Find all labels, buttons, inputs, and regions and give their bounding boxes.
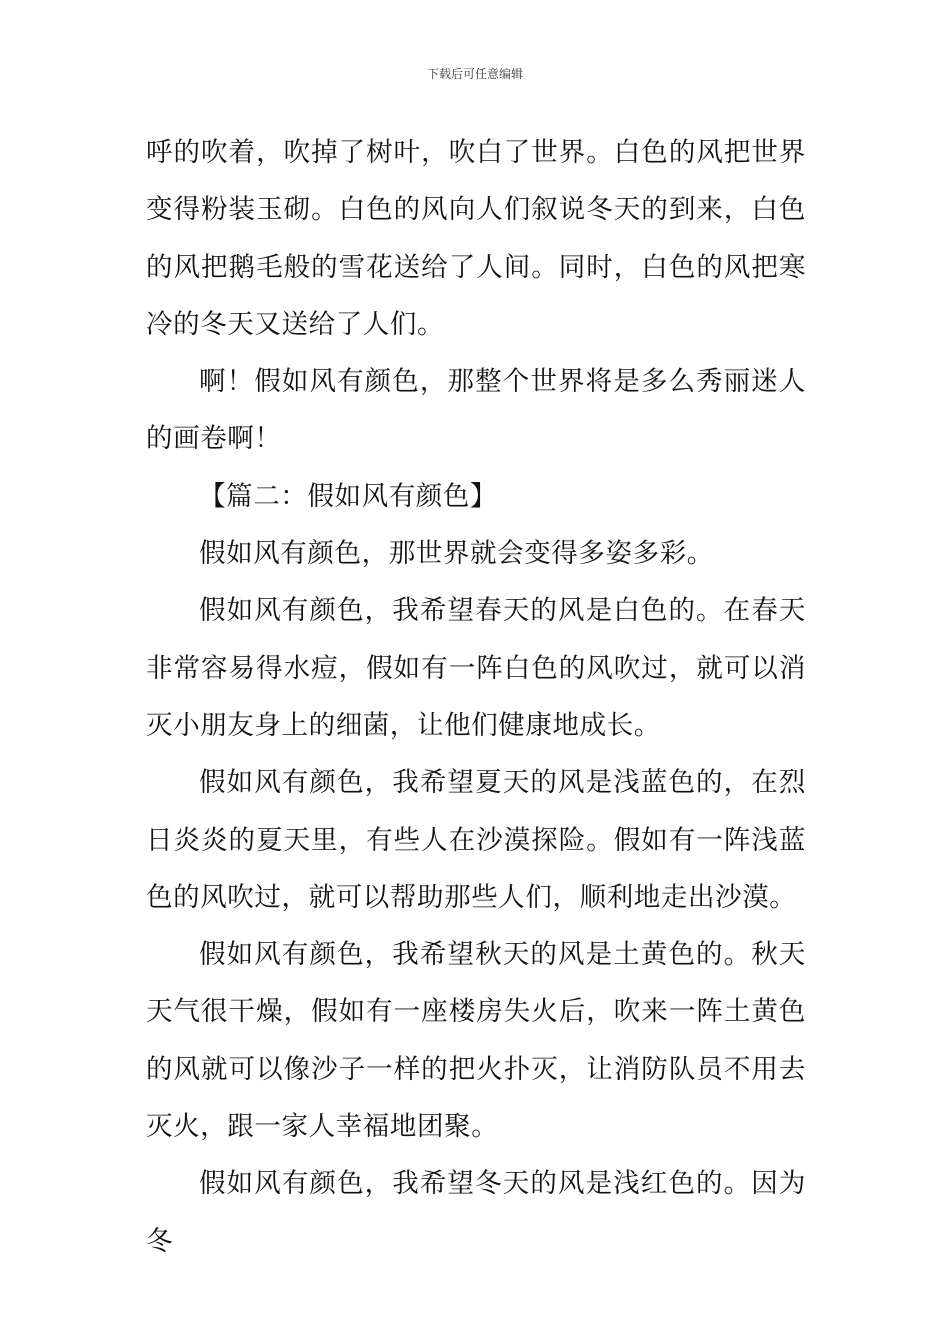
paragraph-spring: 假如风有颜色，我希望春天的风是白色的。在春天非常容易得水痘，假如有一阵白色的风吹过，就可以消灭小朋友身上的细菌，让他们健康地成长。 xyxy=(146,595,806,741)
section-heading: 【篇二：假如风有颜色】 xyxy=(199,480,498,512)
paragraph-exclamation: 啊！假如风有颜色，那整个世界将是多么秀丽迷人的画卷啊！ xyxy=(146,366,806,455)
document-body xyxy=(146,124,806,1270)
paragraph-autumn: 假如风有颜色，我希望秋天的风是土黄色的。秋天天气很干燥，假如有一座楼房失火后，吹来一阵土黄色的风就可以像沙子一样的把火扑灭，让消防队员不用去灭火，跟一家人幸福地团聚。 xyxy=(146,939,806,1143)
paragraph-summer: 假如风有颜色，我希望夏天的风是浅蓝色的，在烈日炎炎的夏天里，有些人在沙漠探险。假如有一阵浅蓝色的风吹过，就可以帮助那些人们，顺利地走出沙漠。 xyxy=(146,767,806,913)
page-header: 下载后可任意编辑 xyxy=(426,67,523,81)
paragraph-winter: 假如风有颜色，我希望冬天的风是浅红色的。因为冬 xyxy=(146,1168,806,1257)
paragraph-intro: 假如风有颜色，那世界就会变得多姿多彩。 xyxy=(199,538,714,570)
paragraph-continuation: 呼的吹着，吹掉了树叶，吹白了世界。白色的风把世界变得粉装玉砌。白色的风向人们叙说冬天的到来，白色的风把鹅毛般的雪花送给了人间。同时，白色的风把寒冷的冬天又送给了人们。 xyxy=(146,137,806,340)
